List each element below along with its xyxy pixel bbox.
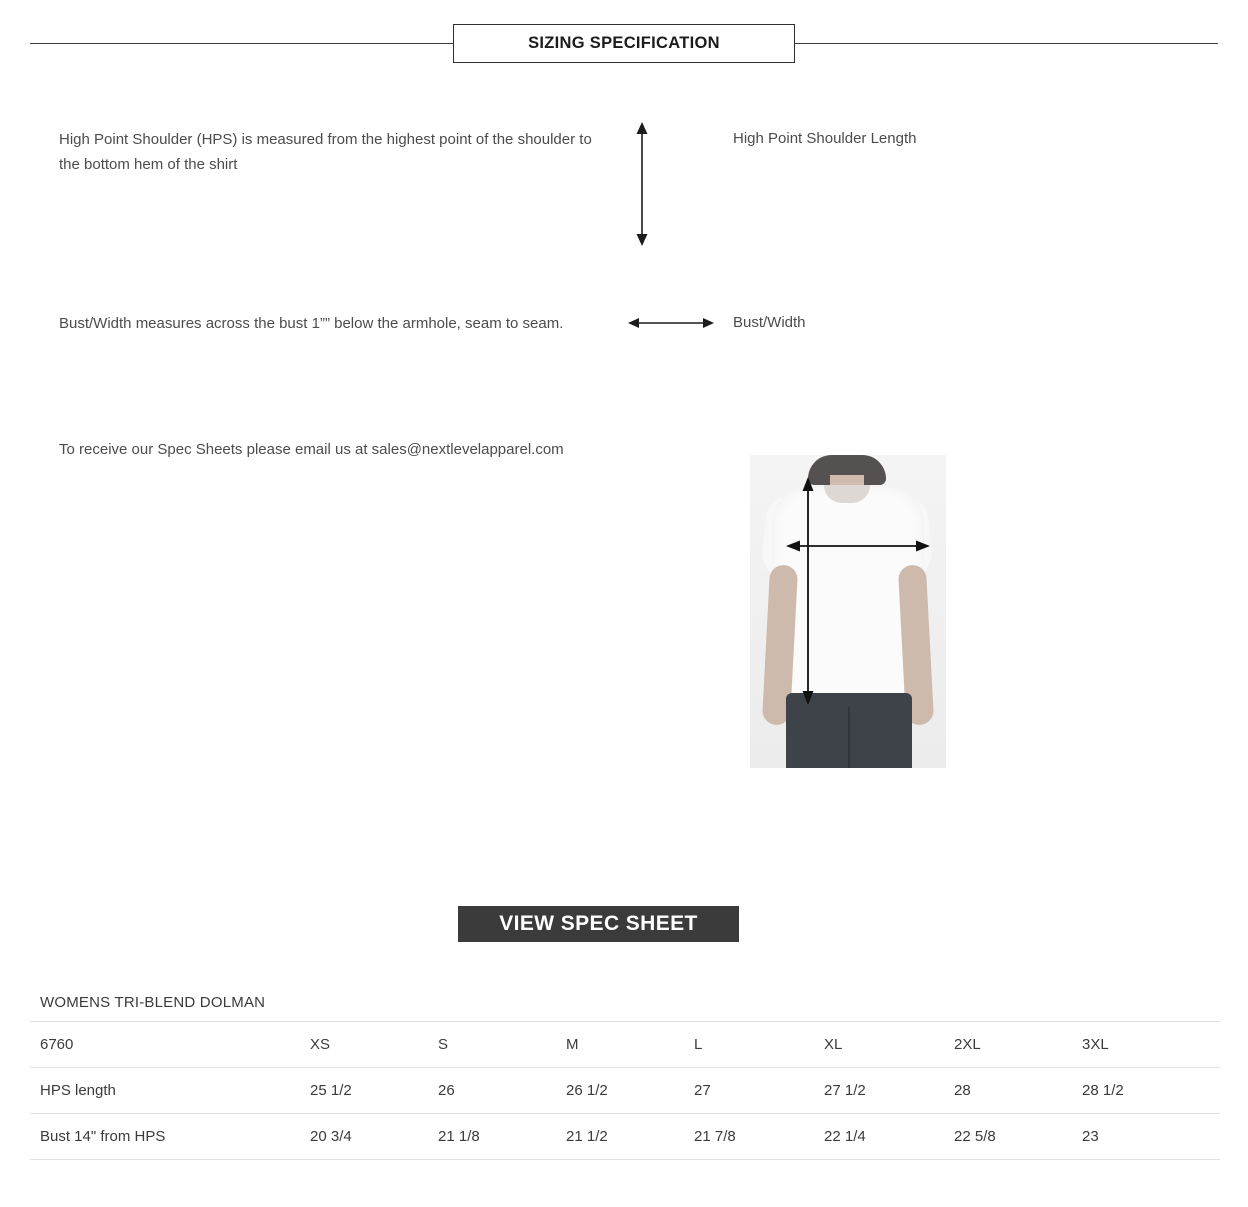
table-cell: Bust 14" from HPS	[30, 1114, 300, 1160]
hps-arrow-label: High Point Shoulder Length	[733, 130, 917, 147]
hps-description: High Point Shoulder (HPS) is measured from the highest point of the shoulder to the bottom hem of the shirt	[59, 131, 592, 173]
size-table	[30, 1021, 1220, 1160]
table-header-cell: S	[428, 1022, 556, 1068]
table-header-row	[30, 1022, 1220, 1068]
page-header	[0, 24, 1248, 64]
table-cell: 28	[944, 1068, 1072, 1114]
table-header-cell: XL	[814, 1022, 944, 1068]
view-spec-sheet-label: VIEW SPEC SHEET	[499, 912, 698, 935]
table-header-cell: M	[556, 1022, 684, 1068]
photo-measure-arrows-icon	[750, 455, 946, 768]
table-row	[30, 1114, 1220, 1160]
page-title-box	[453, 24, 795, 63]
table-cell: 27 1/2	[814, 1068, 944, 1114]
table-cell: 28 1/2	[1072, 1068, 1220, 1114]
table-header-cell: 3XL	[1072, 1022, 1220, 1068]
table-cell: 25 1/2	[300, 1068, 428, 1114]
table-cell: 22 1/4	[814, 1114, 944, 1160]
page-title: SIZING SPECIFICATION	[528, 34, 720, 52]
table-header-cell: L	[684, 1022, 814, 1068]
table-header-cell: XS	[300, 1022, 428, 1068]
table-cell: 21 1/2	[556, 1114, 684, 1160]
table-row	[30, 1068, 1220, 1114]
table-cell: 20 3/4	[300, 1114, 428, 1160]
table-cell: 26	[428, 1068, 556, 1114]
table-cell: 22 5/8	[944, 1114, 1072, 1160]
table-cell: 21 1/8	[428, 1114, 556, 1160]
view-spec-sheet-button[interactable]	[458, 906, 739, 942]
table-cell: 26 1/2	[556, 1068, 684, 1114]
size-table-title: WOMENS TRI-BLEND DOLMAN	[40, 994, 266, 1011]
model-photo	[750, 455, 946, 768]
horizontal-measure-arrow-icon	[628, 310, 714, 336]
size-table-section	[30, 994, 1220, 1160]
table-cell: 23	[1072, 1114, 1220, 1160]
table-cell: 27	[684, 1068, 814, 1114]
bust-arrow-label: Bust/Width	[733, 314, 806, 331]
table-header-cell: 6760	[30, 1022, 300, 1068]
table-cell: 21 7/8	[684, 1114, 814, 1160]
table-header-cell: 2XL	[944, 1022, 1072, 1068]
vertical-measure-arrow-icon	[628, 122, 656, 246]
table-cell: HPS length	[30, 1068, 300, 1114]
bust-description: Bust/Width measures across the bust 1”” below the armhole, seam to seam.	[59, 315, 564, 332]
spec-sheet-email-text: To receive our Spec Sheets please email us at sales@nextlevelapparel.com	[59, 441, 564, 458]
